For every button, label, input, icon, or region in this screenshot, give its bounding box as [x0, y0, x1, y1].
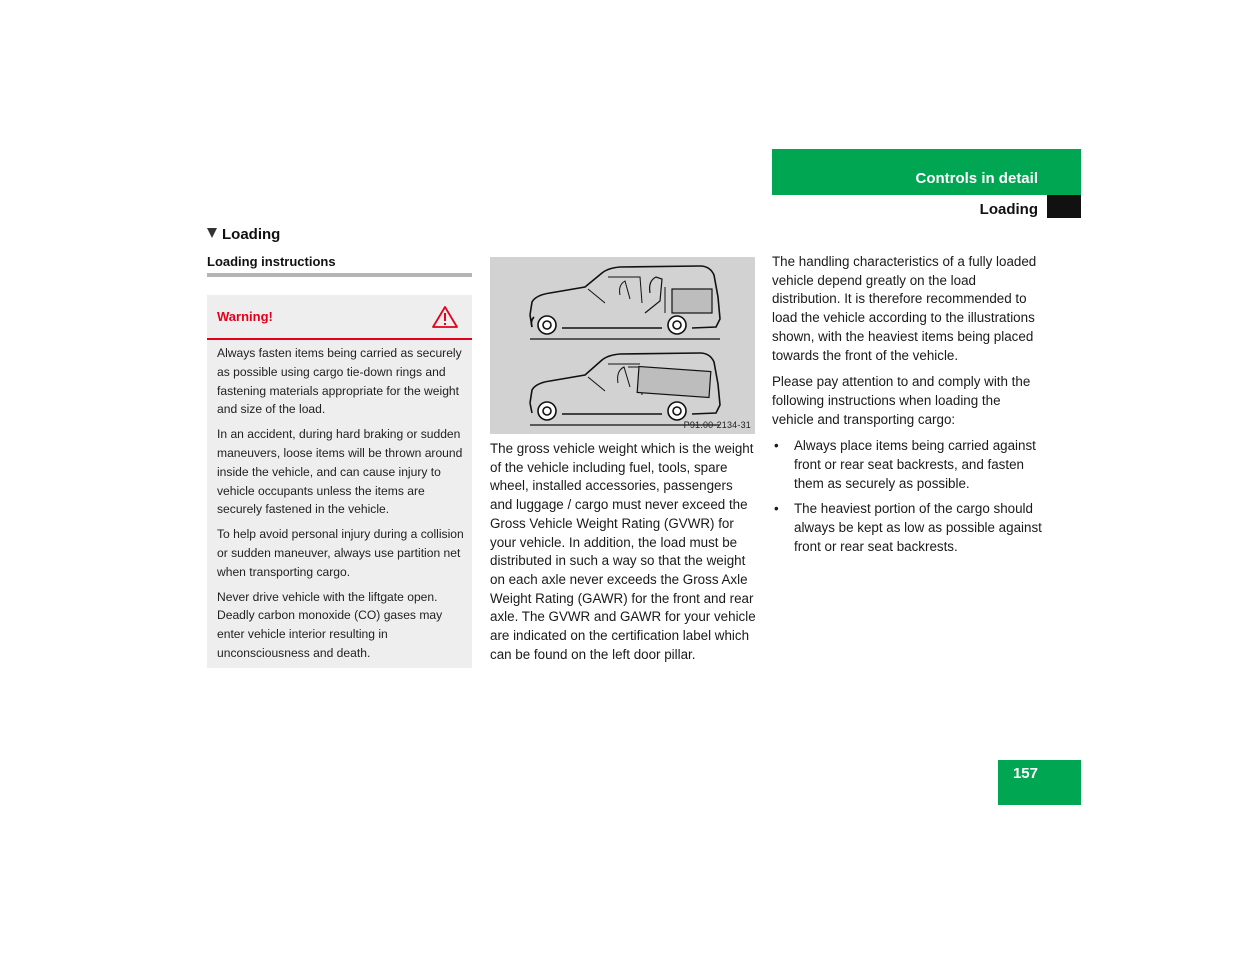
- body-text-middle: The gross vehicle weight which is the weight of the vehicle including fuel, tools, spare wheel, installed accessories, passengers and luggage / cargo must never exceed the Gross Vehicle Weight Rating (GVWR) for your vehicle. In addition, the load must be distributed in such a way so that the weight on each axle never exceeds the Gross Axle Weight Rating (GAWR) for the front and rear axle. The GVWR and GAWR for your vehicle are indicated on the certification label which can be found on the left door pillar.: [490, 441, 756, 662]
- triangle-bullet-icon: [207, 228, 217, 238]
- paragraph: The handling characteristics of a fully loaded vehicle depend greatly on the load distribution. It is therefore recommended to load the vehicle according to the illustrations shown, with the heaviest items being placed towards the front of the vehicle.: [772, 254, 1037, 363]
- warning-paragraph: In an accident, during hard braking or sudden maneuvers, loose items will be thrown around inside the vehicle, and can cause injury to vehicle occupants unless the items are securely fastened in the vehicle.: [217, 427, 463, 517]
- section-label: Loading: [979, 201, 1038, 218]
- page-number: 157: [1012, 765, 1038, 782]
- body-text-right: [772, 253, 1044, 564]
- subsection-heading: Loading instructions: [207, 254, 336, 269]
- list-item: • Always place items being carried against front or rear seat backrests, and fasten them as securely as possible.: [772, 437, 1044, 493]
- figure-code: P91.00-2134-31: [683, 420, 751, 430]
- warning-paragraph: Always fasten items being carried as securely as possible using cargo tie-down rings and fastening materials appropriate for the weight and size of the load.: [217, 346, 462, 417]
- warning-triangle-icon: [431, 305, 459, 329]
- section-heading: [207, 226, 280, 243]
- section-heading-text: Loading: [222, 226, 281, 243]
- chapter-title: Controls in detail: [915, 170, 1038, 187]
- instruction-list: [772, 437, 1044, 556]
- vehicle-bottom-icon: [530, 353, 720, 425]
- vehicle-cargo-illustration: [490, 257, 755, 434]
- heading-rule: [207, 273, 472, 277]
- paragraph: Please pay attention to and comply with the following instructions when loading the vehicle and transporting cargo:: [772, 374, 1031, 427]
- warning-paragraph: To help avoid personal injury during a collision or sudden maneuver, always use partition net when transporting cargo.: [217, 527, 464, 579]
- vehicle-top-icon: [530, 266, 720, 339]
- list-item: • The heaviest portion of the cargo should always be kept as low as possible against front or rear seat backrests.: [772, 500, 1044, 556]
- warning-title: Warning!: [217, 309, 273, 324]
- warning-paragraph: Never drive vehicle with the liftgate open. Deadly carbon monoxide (CO) gases may enter vehicle interior resulting in unconsciousness and death.: [217, 589, 443, 660]
- warning-text: [217, 344, 467, 669]
- warning-rule: [207, 338, 472, 340]
- section-marker: [1047, 195, 1081, 218]
